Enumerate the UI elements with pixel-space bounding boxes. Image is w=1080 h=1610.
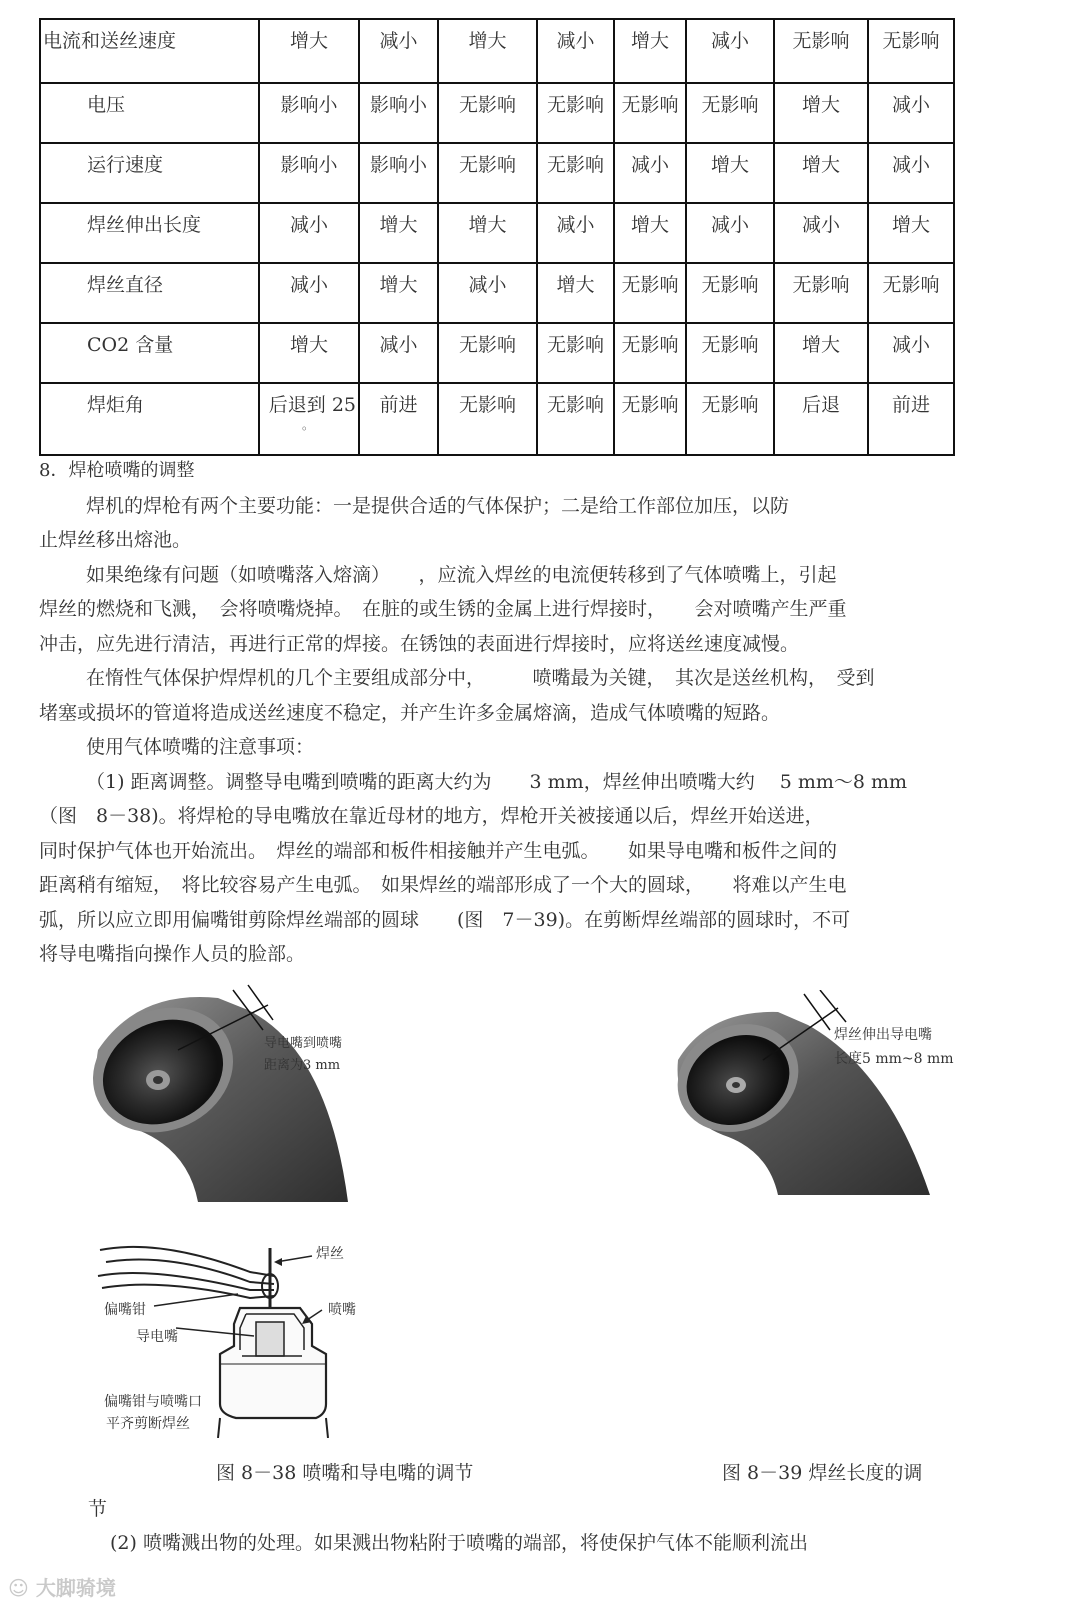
paragraph-line: 弧，所以应立即用偏嘴钳剪除焊丝端部的圆球 (图 7－39)。在剪断焊丝端部的圆球时，不可: [39, 908, 851, 931]
cell-text: 后退到 25: [268, 394, 356, 416]
table-cell: 前进: [359, 383, 438, 455]
table-cell: 减小: [774, 203, 868, 263]
table-cell: 无影响: [614, 263, 686, 323]
nozzle-photo-2: [668, 990, 968, 1202]
table-cell: 无影响: [537, 143, 614, 203]
paragraph-line: 止焊丝移出熔池。: [39, 529, 192, 551]
table-cell: 减小: [614, 143, 686, 203]
table-cell: 增大: [438, 203, 537, 263]
table-cell: 增大: [359, 263, 438, 323]
table-cell: 无影响: [868, 19, 954, 83]
paragraph-line: 同时保护气体也开始流出。 焊丝的端部和板件相接触并产生电弧。 如果导电嘴和板件之间的: [39, 839, 838, 862]
table-cell: 减小: [259, 203, 359, 263]
table-cell: 后退: [774, 383, 868, 455]
paragraph-line: 焊机的焊枪有两个主要功能：一是提供合适的气体保护；二是给工作部位加压，以防: [86, 494, 790, 517]
section-text: [39, 454, 964, 972]
label-cutter: 偏嘴钳: [104, 1302, 146, 1318]
paragraph-line: 将导电嘴指向操作人员的脸部。: [39, 943, 306, 965]
paragraph-line: 使用气体喷嘴的注意事项：: [86, 736, 315, 758]
table-cell: 无影响: [686, 263, 774, 323]
table-cell: 减小: [259, 263, 359, 323]
watermark-icon: ☺: [8, 1576, 29, 1600]
photo1-label-2: 距离为3 mm: [264, 1058, 341, 1073]
table-cell: 增大: [614, 203, 686, 263]
paragraph-line: 在惰性气体保护焊焊机的几个主要组成部分中， 喷嘴最为关键， 其次是送丝机构， 受到: [86, 667, 875, 689]
table-cell: 增大: [686, 143, 774, 203]
table-cell: 减小: [438, 263, 537, 323]
paragraph-line: 如果绝缘有问题（如喷嘴落入熔滴） ，应流入焊丝的电流便转移到了气体喷嘴上，引起: [86, 563, 837, 586]
table-cell: 无影响: [614, 83, 686, 143]
wire-cutting-diagram: [90, 1228, 390, 1438]
table-cell: 无影响: [438, 83, 537, 143]
table-cell: 前进: [868, 383, 954, 455]
label-nozzle: 喷嘴: [328, 1302, 356, 1318]
table-row: [40, 323, 954, 383]
table-cell: 减小: [868, 143, 954, 203]
watermark-text: 大脚骑境: [35, 1576, 116, 1600]
table-cell: 影响小: [359, 83, 438, 143]
table-cell: 无影响: [438, 383, 537, 455]
row-label: 电流和送丝速度: [40, 19, 259, 83]
photo2-label-2: 长度5 mm~8 mm: [834, 1051, 954, 1067]
table-cell: 无影响: [438, 323, 537, 383]
table-cell: 减小: [359, 19, 438, 83]
label-note-1: 偏嘴钳与喷嘴口: [104, 1394, 202, 1410]
table-row: [40, 203, 954, 263]
figure-caption-2: 图 8－39 焊丝长度的调: [722, 1462, 923, 1484]
table-cell: 增大: [359, 203, 438, 263]
table-cell: 增大: [259, 323, 359, 383]
table-row: [40, 19, 954, 83]
table-cell: 无影响: [774, 19, 868, 83]
table-cell: 无影响: [614, 383, 686, 455]
photo2-label-1: 焊丝伸出导电嘴: [834, 1027, 932, 1043]
table-cell: 增大: [774, 323, 868, 383]
table-cell: 增大: [537, 263, 614, 323]
label-wire: 焊丝: [316, 1246, 344, 1262]
table-cell: 无影响: [537, 383, 614, 455]
figure-caption-1: 图 8－38 喷嘴和导电嘴的调节: [216, 1462, 474, 1484]
row-label: 焊炬角: [40, 383, 259, 455]
row-label: 焊丝直径: [40, 263, 259, 323]
paragraph-line: （1) 距离调整。调整导电嘴到喷嘴的距离大约为 3 mm，焊丝伸出喷嘴大约 5 mm～8 mm: [86, 770, 908, 793]
table-row: [40, 83, 954, 143]
label-note-2: 平齐剪断焊丝: [106, 1416, 190, 1432]
paragraph-line: 距离稍有缩短， 将比较容易产生电弧。 如果焊丝的端部形成了一个大的圆球， 将难以产生电: [39, 874, 847, 896]
table-cell: 减小: [686, 203, 774, 263]
table-cell: 无影响: [438, 143, 537, 203]
table-cell: 减小: [868, 323, 954, 383]
table-row: [40, 143, 954, 203]
table-cell: 影响小: [359, 143, 438, 203]
table-cell: 无影响: [774, 263, 868, 323]
table-cell: 无影响: [686, 83, 774, 143]
table-row: [40, 263, 954, 323]
table-cell: 影响小: [259, 83, 359, 143]
table-cell: 无影响: [537, 323, 614, 383]
nozzle-photo-1: [78, 980, 378, 1202]
table-cell: 减小: [537, 203, 614, 263]
photo1-label-1: 导电嘴到喷嘴: [264, 1036, 343, 1051]
table-cell: 增大: [259, 19, 359, 83]
parameter-table: [39, 18, 955, 456]
row-label: 焊丝伸出长度: [40, 203, 259, 263]
table-cell: 无影响: [686, 323, 774, 383]
section-heading: 8．焊枪喷嘴的调整: [39, 460, 195, 481]
table-cell: 无影响: [868, 263, 954, 323]
paragraph-line-final: (2) 喷嘴溅出物的处理。如果溅出物粘附于喷嘴的端部，将使保护气体不能顺利流出: [110, 1532, 808, 1554]
table-row: [40, 383, 954, 455]
table-cell: [259, 383, 359, 455]
row-label: 电压: [40, 83, 259, 143]
table-cell: 无影响: [537, 83, 614, 143]
paragraph-line: 堵塞或损坏的管道将造成送丝速度不稳定，并产生许多金属熔滴，造成气体喷嘴的短路。: [39, 701, 781, 724]
table-cell: 减小: [537, 19, 614, 83]
table-cell: 增大: [774, 83, 868, 143]
table-cell: 无影响: [614, 323, 686, 383]
table-cell: 增大: [438, 19, 537, 83]
paragraph-line: （图 8－38)。将焊枪的导电嘴放在靠近母材的地方，焊枪开关被接通以后，焊丝开始送进，: [39, 805, 824, 827]
cell-subtext: 。: [301, 418, 314, 432]
label-tip: 导电嘴: [136, 1329, 178, 1345]
paragraph-line: 冲击，应先进行清洁，再进行正常的焊接。在锈蚀的表面进行焊接时，应将送丝速度减慢。: [39, 632, 800, 655]
table-cell: 增大: [868, 203, 954, 263]
table-cell: 无影响: [686, 383, 774, 455]
table-cell: 减小: [359, 323, 438, 383]
table-cell: 减小: [868, 83, 954, 143]
table-cell: 影响小: [259, 143, 359, 203]
paragraph-line: 焊丝的燃烧和飞溅， 会将喷嘴烧掉。 在脏的或生锈的金属上进行焊接时， 会对喷嘴产生严重: [39, 598, 847, 620]
row-label: 运行速度: [40, 143, 259, 203]
figure-caption-2-tail: 节: [88, 1498, 108, 1520]
watermark: [8, 1572, 116, 1601]
table-cell: 增大: [614, 19, 686, 83]
table-cell: 减小: [686, 19, 774, 83]
row-label: CO2 含量: [40, 323, 259, 383]
table-cell: 增大: [774, 143, 868, 203]
